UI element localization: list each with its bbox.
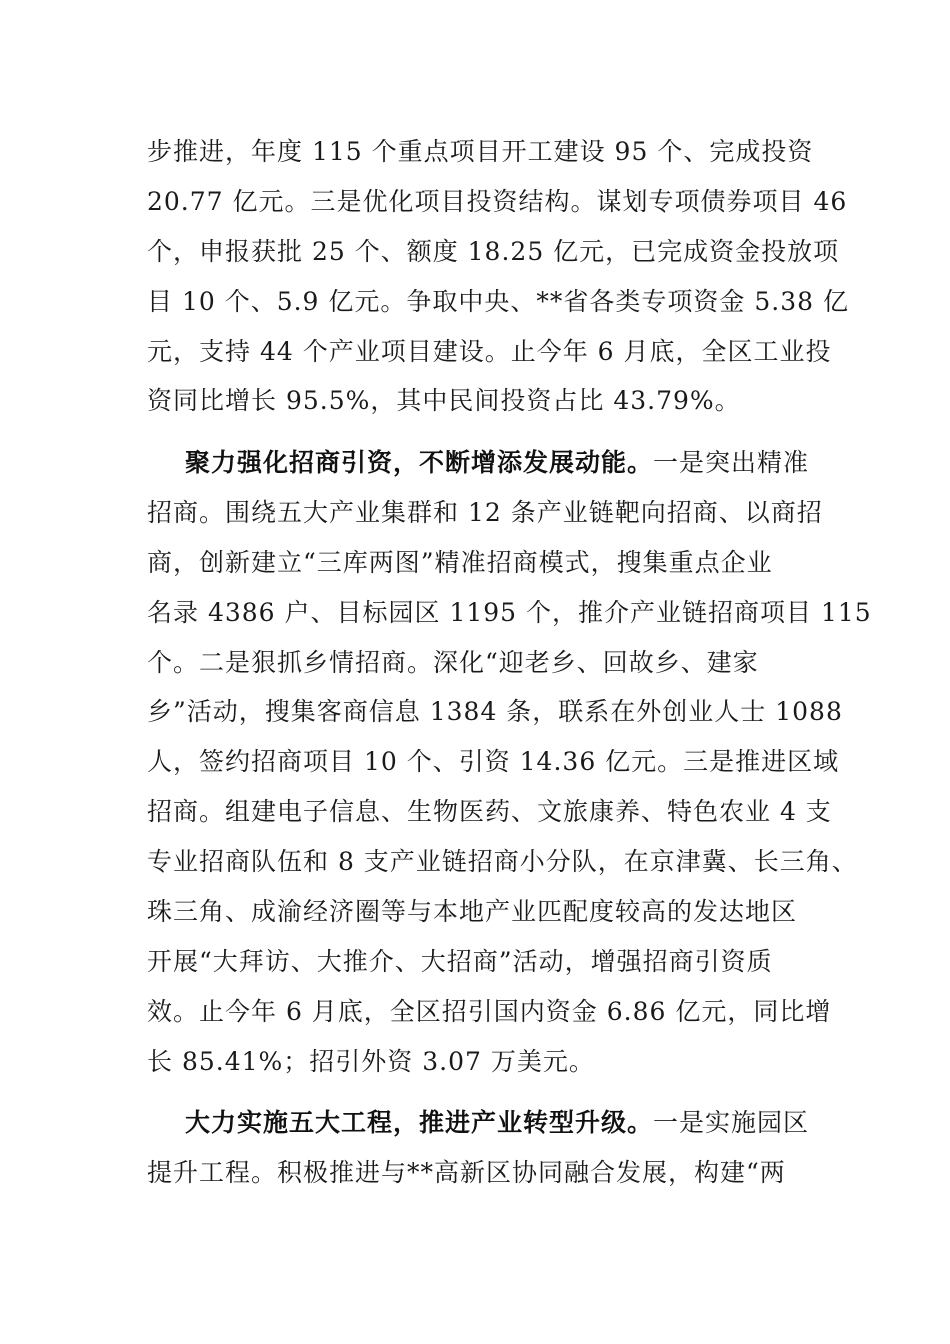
paragraph-investment-promotion bbox=[147, 438, 872, 1087]
text-line-first bbox=[147, 1098, 827, 1148]
first-line-text: 一是实施园区 bbox=[653, 1108, 810, 1137]
text-line: 商，创新建立“三库两图”精准招商模式，搜集重点企业 bbox=[147, 547, 773, 577]
text-line: 乡”活动，搜集客商信息 1384 条，联系在外创业人士 1088 bbox=[147, 697, 843, 727]
paragraph-investment-projects bbox=[147, 127, 849, 426]
text-line: 步推进，年度 115 个重点项目开工建设 95 个、完成投资 bbox=[147, 137, 814, 166]
text-line: 个。二是狠抓乡情招商。深化“迎老乡、回故乡、建家 bbox=[147, 647, 759, 677]
text-line: 提升工程。积极推进与**高新区协同融合发展，构建“两 bbox=[147, 1157, 786, 1187]
first-line-text: 一是突出精准 bbox=[653, 448, 810, 477]
text-line: 目 10 个、5.9 亿元。争取中央、**省各类专项资金 5.38 亿 bbox=[147, 286, 849, 316]
text-line: 招商。围绕五大产业集群和 12 条产业链靶向招商、以商招 bbox=[147, 497, 823, 527]
paragraph-heading: 聚力强化招商引资，不断增添发展动能。 bbox=[185, 448, 654, 477]
text-line: 个，申报获批 25 个、额度 18.25 亿元，已完成资金投放项 bbox=[147, 236, 840, 266]
text-line: 招商。组建电子信息、生物医药、文旅康养、特色农业 4 支 bbox=[147, 797, 832, 827]
text-line: 珠三角、成渝经济圈等与本地产业匹配度较高的发达地区 bbox=[147, 897, 798, 927]
text-line: 元，支持 44 个产业项目建设。止今年 6 月底，全区工业投 bbox=[147, 336, 832, 366]
text-line: 专业招商队伍和 8 支产业链招商小分队，在京津冀、长三角、 bbox=[147, 847, 858, 877]
paragraph-five-projects bbox=[147, 1098, 827, 1198]
text-line-first bbox=[147, 438, 827, 488]
text-line: 开展“大拜访、大推介、大招商”活动，增强招商引资质 bbox=[147, 946, 773, 976]
text-line: 长 85.41%；招引外资 3.07 万美元。 bbox=[147, 1046, 595, 1076]
text-line: 资同比增长 95.5%，其中民间投资占比 43.79%。 bbox=[147, 386, 741, 416]
paragraph-heading: 大力实施五大工程，推进产业转型升级。 bbox=[185, 1108, 654, 1137]
text-line: 效。止今年 6 月底，全区招引国内资金 6.86 亿元，同比增 bbox=[147, 996, 832, 1026]
text-line: 人，签约招商项目 10 个、引资 14.36 亿元。三是推进区域 bbox=[147, 747, 840, 777]
text-line: 20.77 亿元。三是优化项目投资结构。谋划专项债券项目 46 bbox=[147, 186, 848, 216]
text-line: 名录 4386 户、目标园区 1195 个，推介产业链招商项目 115 bbox=[147, 597, 872, 627]
